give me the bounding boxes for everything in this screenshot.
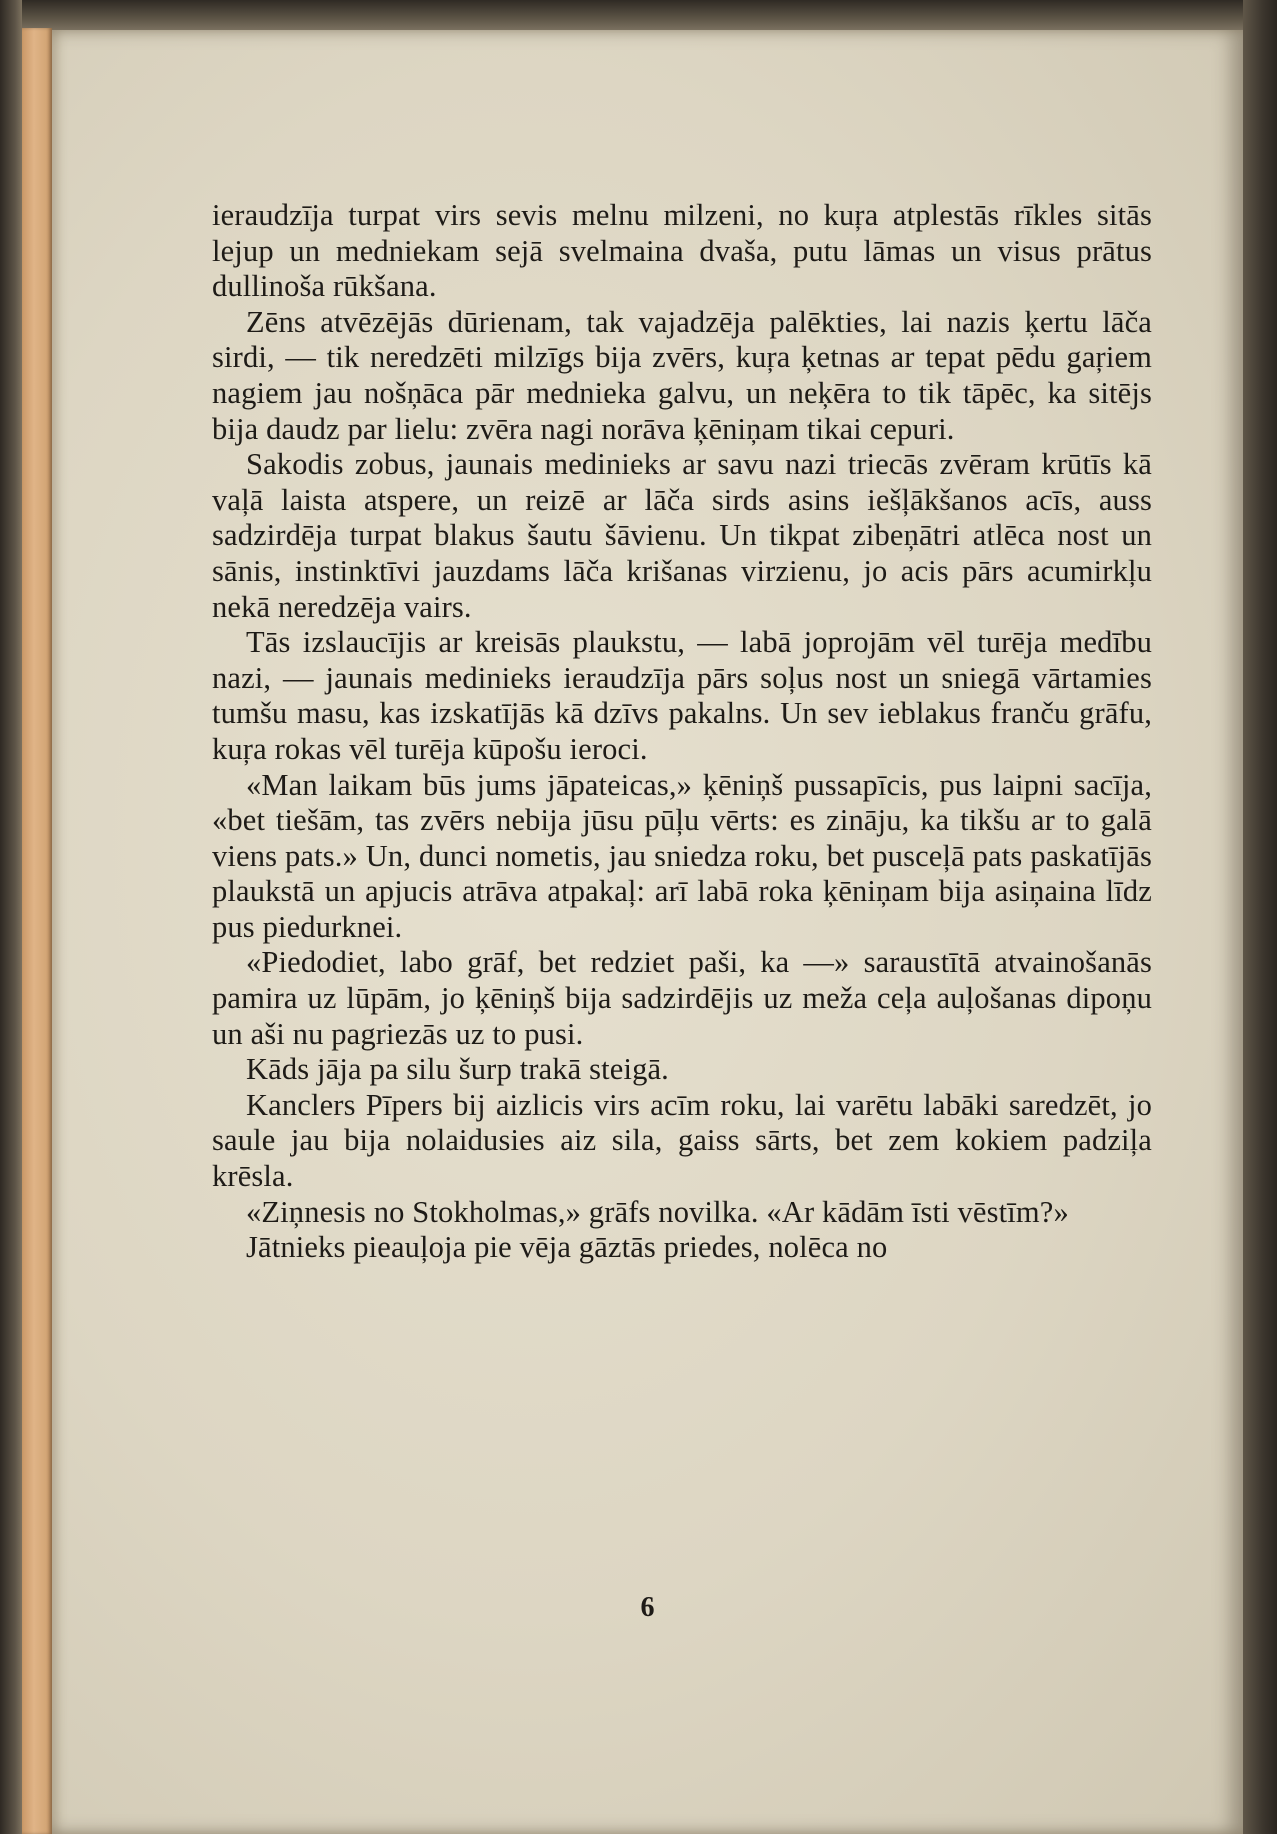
paragraph: Sakodis zobus, jaunais medinieks ar savu nazi triecās zvēram krūtīs kā vaļā laista atspere, un reizē ar lāča sirds asins iešļākšanos acīs, auss sadzirdēja turpat blakus šautu šāvienu. Un tikpat zibeņātri atlēca nost un sānis, instinktīvi jauzdams lāča krišanas virzienu, jo acis pārs acumirkļu nekā neredzēja vairs. <box>212 447 1152 624</box>
paragraph: «Piedodiet, labo grāf, bet redziet paši, ka —» saraustītā atvainošanās pamira uz lūpām, jo ķēniņš bija sadzirdējis uz meža ceļa auļošanas dipoņu un aši nu pagriezās uz to pusi. <box>212 945 1152 1051</box>
paragraph: Kāds jāja pa silu šurp trakā steigā. <box>246 1052 669 1087</box>
paragraph: Zēns atvēzējās dūrienam, tak vajadzēja palēkties, lai nazis ķertu lāča sirdi, — tik neredzēti milzīgs bija zvērs, kuŗa ķetnas ar tepat pēdu gaŗiem nagiem jau nošņāca pār mednieka galvu, un neķēra to tik tāpēc, ka sitējs bija daudz par lielu: zvēra nagi norāva ķēniņam tikai cepuri. <box>212 304 1152 446</box>
page-edge-strip <box>22 28 52 1834</box>
paragraph: «Ziņnesis no Stokholmas,» grāfs novilka. «Ar kādām īsti vēstīm?» <box>246 1194 1069 1229</box>
page-number: 6 <box>640 1592 655 1623</box>
page-body-text <box>212 198 1152 1266</box>
book-page <box>52 30 1243 1834</box>
paragraph: Kanclers Pīpers bij aizlicis virs acīm roku, lai varētu labāki saredzēt, jo saule jau bija nolaidusies aiz sila, gaiss sārts, bet zem kokiem padziļa krēsla. <box>212 1087 1152 1194</box>
paragraph: Jātnieks pieauļoja pie vēja gāztās priedes, nolēca no <box>246 1230 888 1265</box>
paragraph: ieraudzīja turpat virs sevis melnu milzeni, no kuŗa atplestās rīkles sitās lejup un medniekam sejā svelmaina dvaša, putu lāmas un visus prātus dullinoša rūkšana. <box>212 198 1152 304</box>
paragraph: «Man laikam būs jums jāpateicas,» ķēniņš pussapīcis, pus laipni sacīja, «bet tiešām, tas zvērs nebija jūsu pūļu vērts: es zināju, ka tikšu ar to galā viens pats.» Un, dunci nometis, jau sniedza roku, bet pusceļā pats paskatījās plaukstā un apjucis atrāva atpakaļ: arī labā roka ķēniņam bija asiņaina līdz pus piedurknei. <box>212 767 1152 944</box>
book-cover-top-edge <box>0 0 1277 30</box>
book-cover-right-edge <box>1243 0 1277 1834</box>
book-cover-left-edge <box>0 0 22 1834</box>
paragraph: Tās izslaucījis ar kreisās plaukstu, — labā joprojām vēl turēja medību nazi, — jaunais medinieks ieraudzīja pārs soļus nost un sniegā vārtamies tumšu masu, kas izskatījās kā dzīvs pakalns. Un sev ieblakus franču grāfu, kuŗa rokas vēl turēja kūpošu ieroci. <box>212 625 1152 766</box>
